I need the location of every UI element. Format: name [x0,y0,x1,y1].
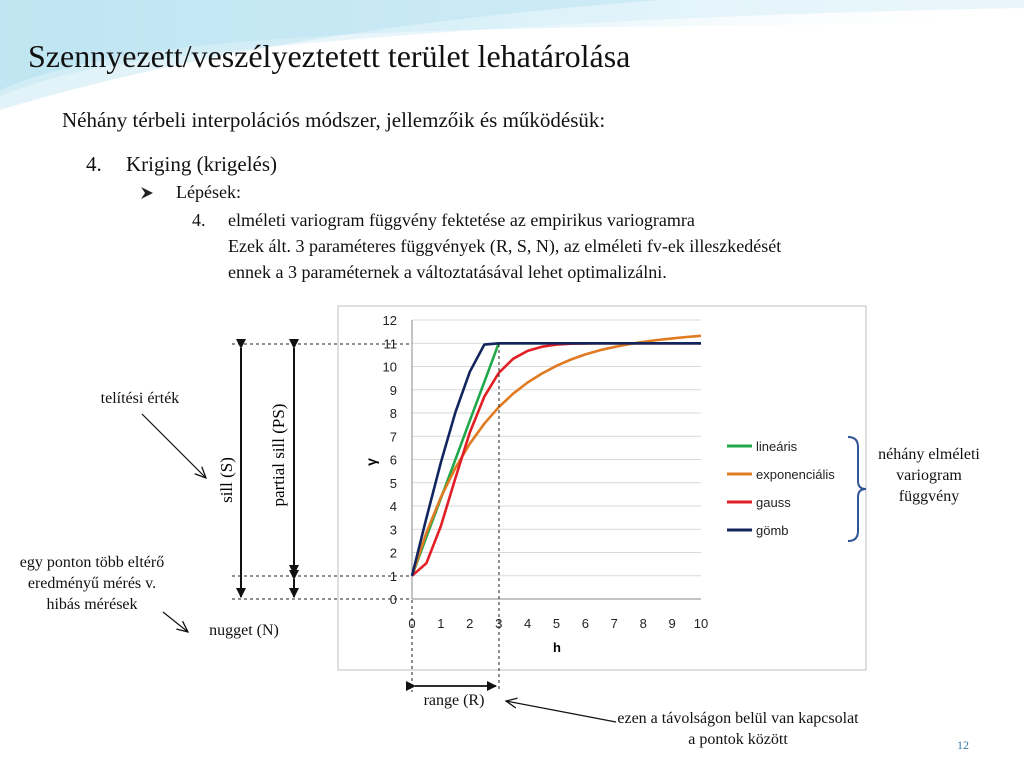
x-tick-label: 2 [466,616,474,631]
egy-ponton-label: egy ponton több eltérő eredményű mérés v. hibás mérések [19,554,165,613]
x-tick-label: 1 [437,616,445,631]
egy-ponton-pointer-arrow [163,612,188,632]
x-tick-label: 9 [668,616,676,631]
legend-label: exponenciális [756,467,835,482]
y-tick-label: 5 [389,475,397,491]
nugget-label: nugget (N) [209,622,279,639]
slide-subtitle: Néhány térbeli interpolációs módszer, jellemzőik és működésük: [62,108,606,132]
x-tick-label: 8 [639,616,647,631]
x-tick-label: 0 [408,616,416,631]
telitesi-label: telítési érték [100,390,180,407]
sill-label: sill (S) [217,457,236,503]
partial-sill-label: partial sill (PS) [269,403,288,507]
tavolsag-pointer-arrow [506,701,616,722]
y-axis-label: γ [363,458,379,466]
y-tick-label: 2 [389,545,397,561]
y-tick-label: 3 [389,522,397,538]
tavolsag-label: ezen a távolságon belül van kapcsolat a pontok között [617,710,859,748]
chart-frame [338,306,866,670]
item-text: Kriging (krigelés) [126,152,278,176]
y-tick-label: 8 [389,406,397,421]
x-tick-label: 10 [693,616,709,631]
page-number: 12 [957,738,969,752]
x-tick-label: 6 [581,616,590,631]
legend-label: gömb [756,523,789,538]
item-number: 4. [86,152,102,176]
step-line-1: elméleti variogram függvény fektetése az empirikus variogramra [228,210,695,230]
nehany-label: néhány elméleti variogram függvény [878,446,980,505]
y-tick-label: 4 [389,499,397,514]
step-line-3: ennek a 3 paraméternek a változtatásával lehet optimalizálni. [228,262,667,282]
x-tick-label: 5 [552,616,561,631]
range-label: range (R) [423,692,485,709]
y-tick-label: 7 [389,429,397,445]
x-tick-label: 7 [610,616,618,631]
legend-label: lineáris [756,439,798,454]
y-tick-label: 6 [389,452,397,468]
y-tick-label: 10 [382,359,397,375]
step-line-2: Ezek ált. 3 paraméteres függvények (R, S, N), az elméleti fv-ek illeszkedését [228,236,782,256]
step-number: 4. [192,210,206,230]
legend-label: gauss [756,495,791,510]
y-tick-label: 0 [389,592,397,607]
y-tick-label: 11 [383,336,397,352]
sub-bullet: Lépések: [176,182,241,202]
x-tick-label: 4 [523,616,532,631]
telitesi-pointer-arrow [142,414,206,478]
slide-title: Szennyezett/veszélyeztetett terület lehatárolása [28,38,631,74]
x-axis-label: h [553,640,561,655]
y-tick-label: 1 [389,568,397,584]
x-tick-label: 3 [495,616,503,631]
y-tick-label: 12 [382,313,397,328]
y-tick-label: 9 [389,382,397,398]
